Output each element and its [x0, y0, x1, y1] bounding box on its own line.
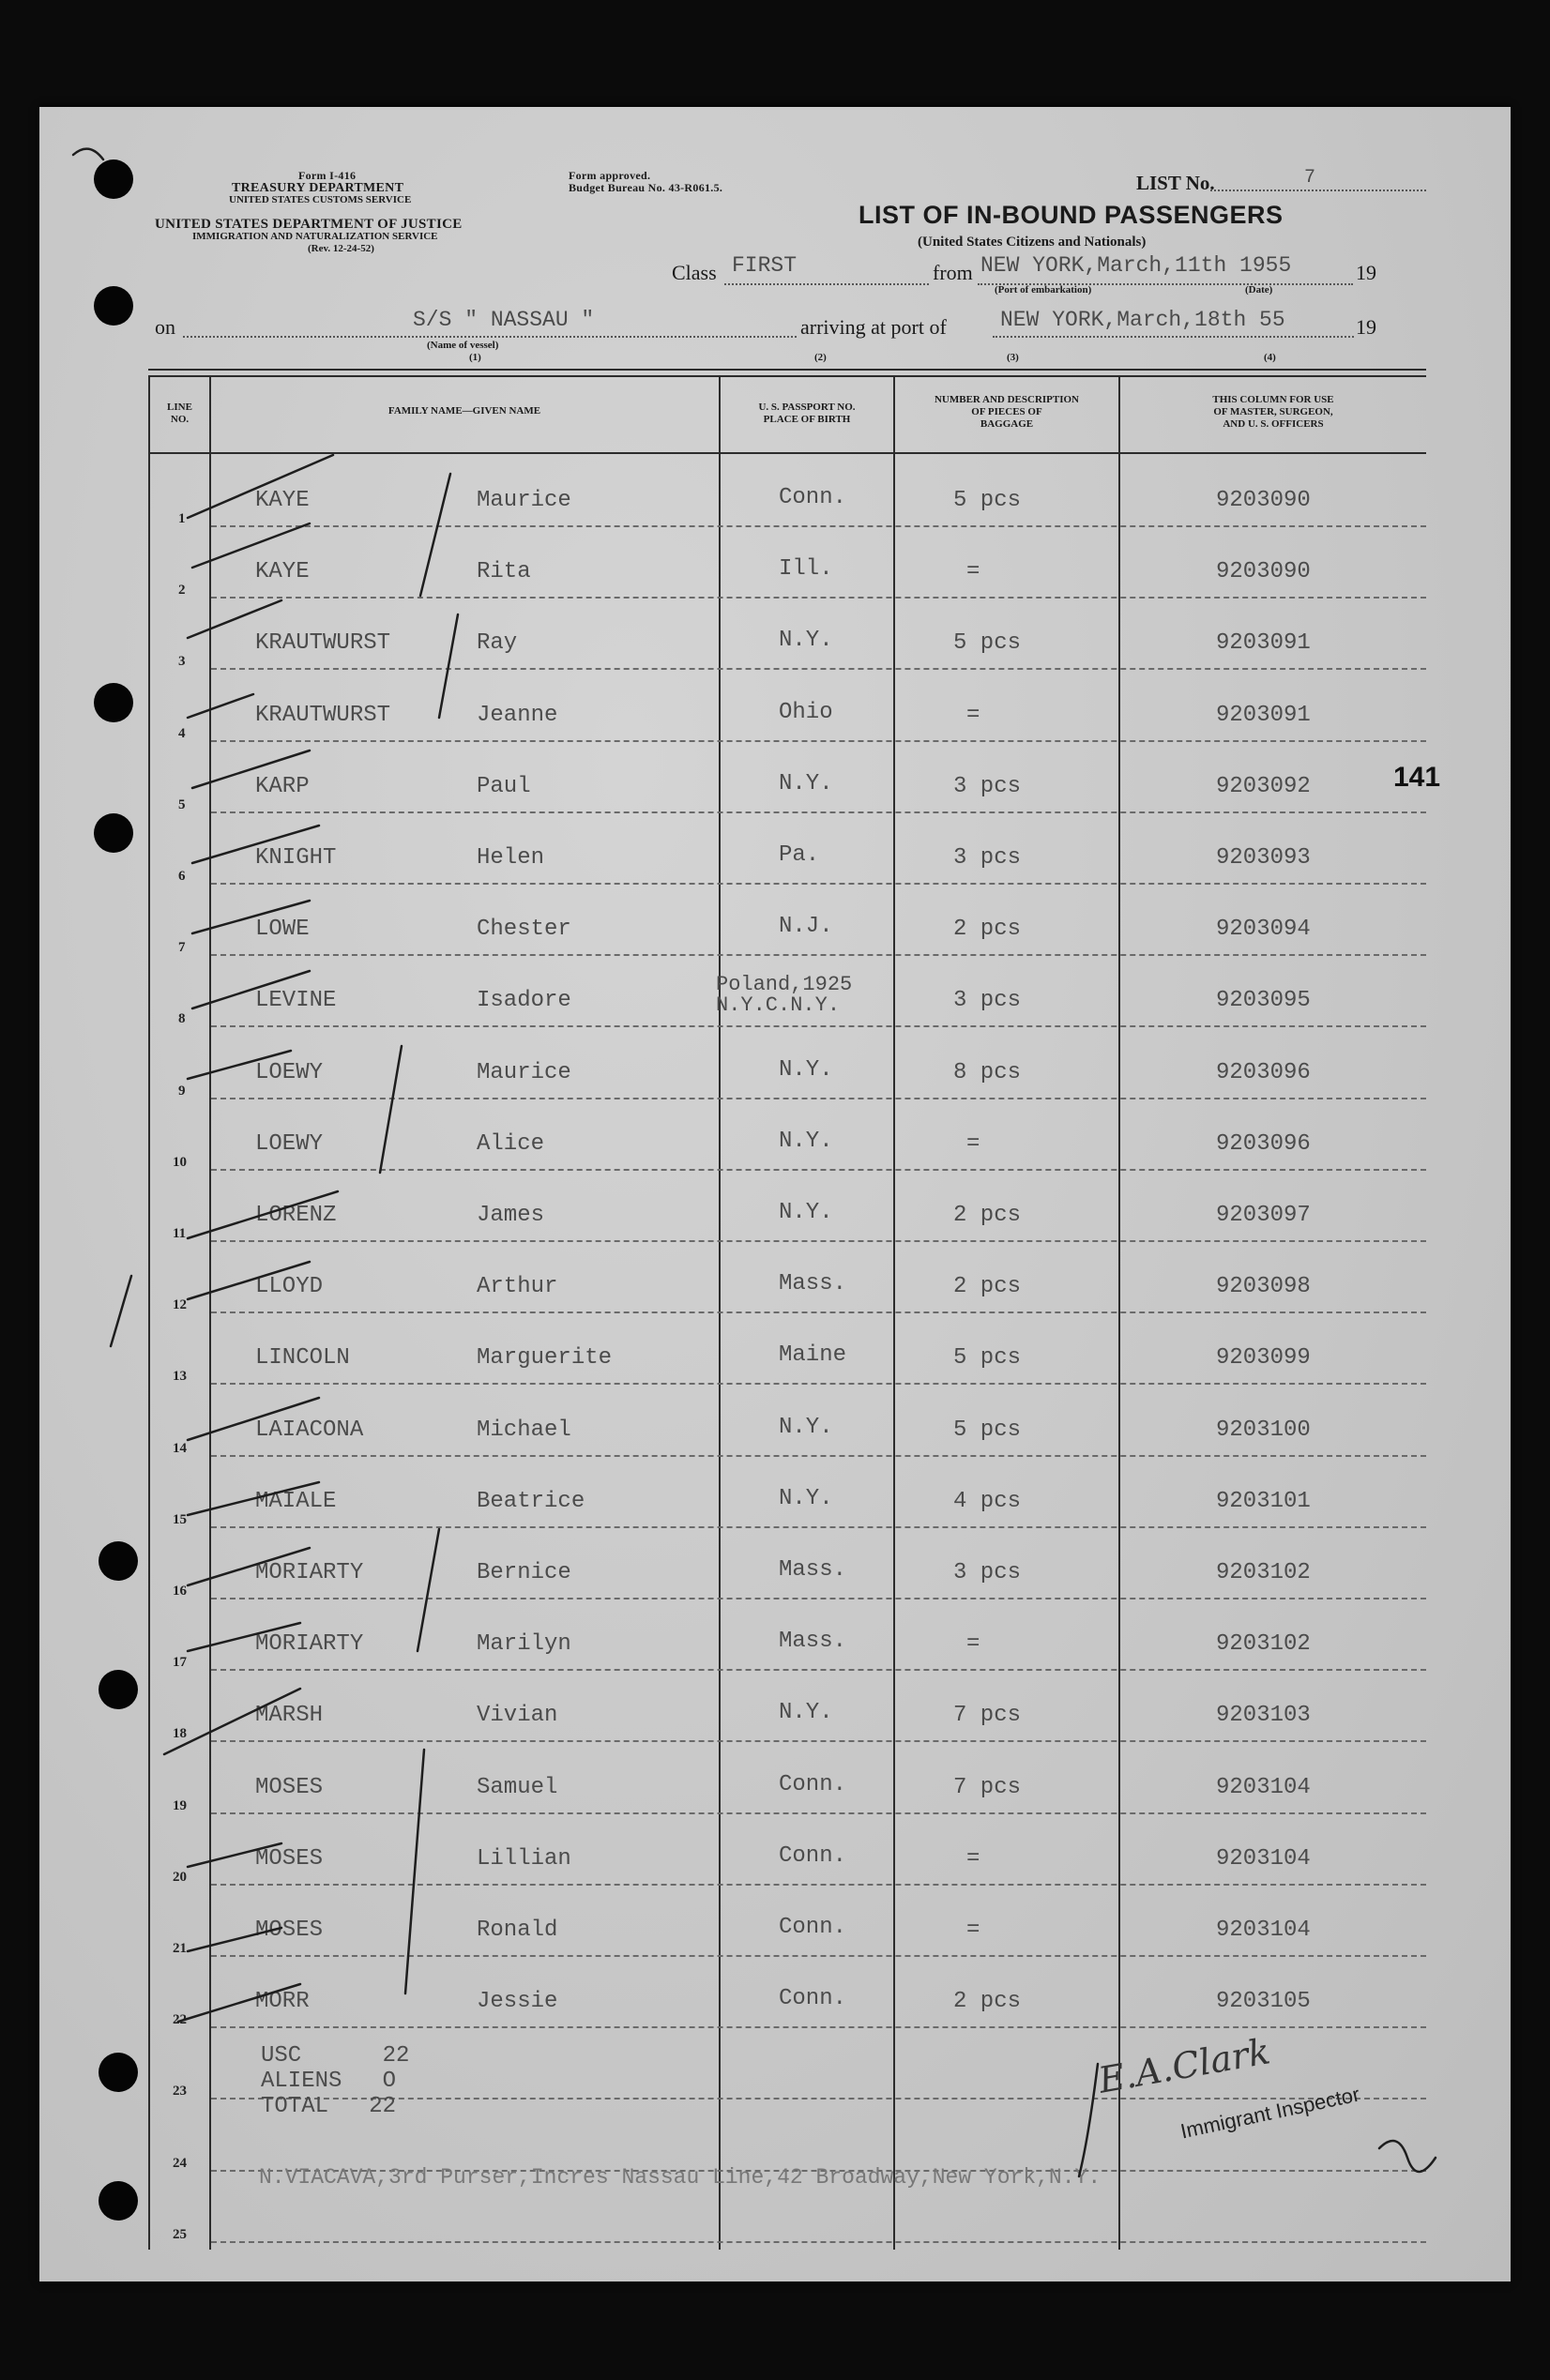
officer-code: 9203100: [1216, 1417, 1311, 1443]
total-total: TOTAL 22: [261, 2094, 397, 2119]
line-number: 24: [173, 2155, 187, 2171]
family-name: KNIGHT: [255, 845, 337, 871]
form-number: Form I-416: [298, 169, 357, 182]
given-name: Isadore: [477, 988, 571, 1014]
officer-code: 9203095: [1216, 988, 1311, 1014]
baggage: =: [966, 1845, 980, 1872]
row-rule: [211, 525, 1426, 527]
punch-hole: [94, 286, 133, 326]
place-of-birth: N.Y.: [779, 1200, 833, 1225]
baggage: 2 pcs: [953, 1989, 1022, 2015]
family-name: KAYE: [255, 488, 310, 513]
line-number: 10: [173, 1154, 187, 1170]
family-name: MORIARTY: [255, 1631, 364, 1658]
row-rule: [211, 1383, 1426, 1385]
given-name: Maurice: [477, 488, 571, 513]
place-of-birth: Mass.: [779, 1271, 847, 1297]
officer-code: 9203098: [1216, 1274, 1311, 1300]
row-rule: [211, 1884, 1426, 1886]
baggage: 5 pcs: [953, 1417, 1022, 1443]
family-name: MARSH: [255, 1703, 324, 1729]
officer-code: 9203094: [1216, 917, 1311, 943]
budget-bureau: Budget Bureau No. 43-R061.5.: [569, 181, 723, 194]
place-of-birth: Ill.: [779, 556, 833, 583]
family-name: MOSES: [255, 1918, 324, 1943]
line-number: 3: [178, 654, 186, 670]
row-rule: [211, 1955, 1426, 1957]
family-name: KAYE: [255, 559, 310, 585]
line-number: 7: [178, 940, 186, 956]
baggage: 5 pcs: [953, 630, 1022, 657]
place-of-birth: N.Y.: [779, 1128, 833, 1154]
baggage: =: [966, 702, 980, 728]
given-name: Paul: [477, 773, 531, 799]
family-name: MOSES: [255, 1774, 324, 1800]
year-19-a: 19: [1356, 261, 1376, 284]
place-of-birth: Poland,1925 N.Y.C.N.Y.: [716, 973, 853, 1018]
place-of-birth: Maine: [779, 1342, 847, 1369]
from-label: from: [933, 261, 973, 284]
officer-code: 9203104: [1216, 1774, 1311, 1800]
purser-line: N.VIACAVA,3rd Purser,Incres Nassau Line,42 Broadway,New York,N.Y.: [259, 2165, 1102, 2190]
treasury-dept: TREASURY DEPARTMENT: [232, 181, 404, 195]
officer-code: 9203093: [1216, 845, 1311, 871]
row-rule: [211, 2241, 1426, 2243]
row-rule: [211, 1812, 1426, 1814]
vessel-name: S/S " NASSAU ": [413, 308, 595, 332]
line-number: 19: [173, 1797, 187, 1813]
given-name: Ronald: [477, 1918, 558, 1943]
punch-hole: [99, 1541, 138, 1581]
given-name: Rita: [477, 559, 531, 585]
on-label: on: [155, 315, 175, 339]
from-value: NEW YORK,March,11th 1955: [980, 253, 1292, 278]
caption-2: (2): [814, 352, 827, 363]
arriving-label: arriving at port of: [800, 315, 947, 339]
baggage: 7 pcs: [953, 1774, 1022, 1800]
caption-1: (1): [469, 352, 481, 363]
row-rule: [211, 954, 1426, 956]
baggage: 8 pcs: [953, 1059, 1022, 1085]
year-19-b: 19: [1356, 315, 1376, 339]
row-rule: [211, 597, 1426, 599]
given-name: Arthur: [477, 1274, 558, 1300]
line-number: 12: [173, 1297, 187, 1313]
line-number: 23: [173, 2084, 187, 2100]
row-rule: [211, 1098, 1426, 1099]
form-title: LIST OF IN-BOUND PASSENGERS: [859, 201, 1284, 229]
list-no-label: LIST No.: [1136, 172, 1215, 194]
class-label: Class: [672, 261, 717, 284]
officer-code: 9203102: [1216, 1560, 1311, 1585]
line-number: 16: [173, 1584, 187, 1599]
form-subtitle: (United States Citizens and Nationals): [918, 235, 1147, 250]
line-number: 15: [173, 1511, 187, 1527]
form-approved: Form approved.: [569, 169, 651, 182]
row-rule: [211, 1669, 1426, 1671]
given-name: Helen: [477, 845, 545, 871]
line-number: 22: [173, 2012, 187, 2028]
list-no-value: 7: [1304, 167, 1316, 189]
row-rule: [211, 1740, 1426, 1742]
officer-code: 9203101: [1216, 1488, 1311, 1514]
place-of-birth: N.Y.: [779, 1414, 833, 1440]
officer-code: 9203099: [1216, 1345, 1311, 1372]
col-baggage: NUMBER AND DESCRIPTION OF PIECES OF BAGGAGE: [934, 394, 1080, 430]
baggage: 5 pcs: [953, 488, 1022, 513]
officer-code: 9203096: [1216, 1059, 1311, 1085]
family-name: MAIALE: [255, 1488, 337, 1514]
family-name: LOEWY: [255, 1059, 324, 1085]
col-passport: U. S. PASSPORT NO. PLACE OF BIRTH: [758, 402, 856, 425]
family-name: LAIACONA: [255, 1417, 364, 1443]
punch-hole: [94, 683, 133, 722]
family-name: LINCOLN: [255, 1345, 350, 1372]
baggage: =: [966, 1918, 980, 1943]
family-name: LEVINE: [255, 988, 337, 1014]
row-rule: [211, 883, 1426, 885]
place-of-birth: Mass.: [779, 1629, 847, 1655]
line-number: 11: [173, 1226, 187, 1241]
punch-hole: [99, 2053, 138, 2092]
place-of-birth: N.Y.: [779, 1056, 833, 1083]
row-rule: [211, 740, 1426, 742]
baggage: 3 pcs: [953, 773, 1022, 799]
line-number: 18: [173, 1726, 187, 1742]
col-officers: THIS COLUMN FOR USE OF MASTER, SURGEON, AND U. S. OFFICERS: [1212, 394, 1334, 430]
family-name: KRAUTWURST: [255, 630, 391, 657]
line-number: 5: [178, 796, 186, 812]
given-name: Michael: [477, 1417, 571, 1443]
family-name: KARP: [255, 773, 310, 799]
revision: (Rev. 12-24-52): [308, 243, 374, 254]
line-number: 2: [178, 583, 186, 599]
officer-code: 9203091: [1216, 630, 1311, 657]
class-value: FIRST: [732, 253, 798, 278]
baggage: 2 pcs: [953, 917, 1022, 943]
place-of-birth: Conn.: [779, 1771, 847, 1797]
given-name: Bernice: [477, 1560, 571, 1585]
baggage: =: [966, 559, 980, 585]
customs-service: UNITED STATES CUSTOMS SERVICE: [229, 194, 412, 205]
family-name: MORR: [255, 1989, 310, 2015]
date-caption: (Date): [1245, 284, 1273, 296]
line-number: 9: [178, 1083, 186, 1099]
caption-3: (3): [1007, 352, 1019, 363]
family-name: MOSES: [255, 1845, 324, 1872]
officer-code: 9203105: [1216, 1989, 1311, 2015]
place-of-birth: Mass.: [779, 1557, 847, 1583]
caption-4: (4): [1264, 352, 1276, 363]
arriving-value: NEW YORK,March,18th 55: [1000, 308, 1285, 332]
place-of-birth: Conn.: [779, 1842, 847, 1869]
row-rule: [211, 668, 1426, 670]
row-rule: [211, 811, 1426, 813]
punch-hole: [94, 159, 133, 199]
row-rule: [211, 1025, 1426, 1027]
punch-hole: [94, 813, 133, 853]
family-name: KRAUTWURST: [255, 702, 391, 728]
baggage: 7 pcs: [953, 1703, 1022, 1729]
given-name: Jessie: [477, 1989, 558, 2015]
place-of-birth: Pa.: [779, 842, 820, 868]
baggage: 4 pcs: [953, 1488, 1022, 1514]
row-rule: [211, 1240, 1426, 1242]
line-number: 17: [173, 1655, 187, 1671]
port-embark-caption: (Port of embarkation): [995, 284, 1092, 296]
given-name: Chester: [477, 917, 571, 943]
line-number: 13: [173, 1369, 187, 1385]
given-name: Marguerite: [477, 1345, 613, 1372]
row-rule: [211, 1169, 1426, 1171]
given-name: Maurice: [477, 1059, 571, 1085]
officer-code: 9203097: [1216, 1203, 1311, 1228]
given-name: Lillian: [477, 1845, 571, 1872]
col-name: FAMILY NAME—GIVEN NAME: [388, 405, 541, 417]
officer-code: 9203096: [1216, 1130, 1311, 1157]
punch-hole: [99, 2181, 138, 2221]
officer-code: 9203104: [1216, 1845, 1311, 1872]
baggage: =: [966, 1130, 980, 1157]
place-of-birth: N.Y.: [779, 1485, 833, 1511]
given-name: Ray: [477, 630, 518, 657]
officer-code: 9203090: [1216, 488, 1311, 513]
line-number: 4: [178, 725, 186, 741]
justice-dept: UNITED STATES DEPARTMENT OF JUSTICE: [155, 217, 463, 232]
col-line-no: LINE NO.: [167, 402, 192, 425]
given-name: Marilyn: [477, 1631, 571, 1658]
line-number: 8: [178, 1011, 186, 1027]
family-name: LOWE: [255, 917, 310, 943]
row-rule: [211, 1311, 1426, 1313]
officer-code: 9203103: [1216, 1703, 1311, 1729]
baggage: 2 pcs: [953, 1203, 1022, 1228]
family-name: LORENZ: [255, 1203, 337, 1228]
line-number: 6: [178, 869, 186, 884]
given-name: James: [477, 1203, 545, 1228]
ins-service: IMMIGRATION AND NATURALIZATION SERVICE: [192, 231, 438, 242]
officer-code: 9203090: [1216, 559, 1311, 585]
inspector-stamp: Immigrant Inspector: [1178, 2082, 1362, 2144]
family-name: LOEWY: [255, 1130, 324, 1157]
line-number: 21: [173, 1941, 187, 1956]
baggage: 3 pcs: [953, 845, 1022, 871]
baggage: 5 pcs: [953, 1345, 1022, 1372]
margin-number: 141: [1393, 762, 1441, 793]
punch-hole: [99, 1670, 138, 1709]
row-rule: [211, 1598, 1426, 1599]
inspector-signature: E.A.Clark: [1095, 2030, 1273, 2101]
given-name: Vivian: [477, 1703, 558, 1729]
officer-code: 9203104: [1216, 1918, 1311, 1943]
place-of-birth: Conn.: [779, 1986, 847, 2012]
baggage: 3 pcs: [953, 988, 1022, 1014]
officer-code: 9203092: [1216, 773, 1311, 799]
total-usc: USC 22: [261, 2043, 410, 2069]
baggage: 3 pcs: [953, 1560, 1022, 1585]
place-of-birth: Conn.: [779, 1915, 847, 1940]
family-name: LLOYD: [255, 1274, 324, 1300]
officer-code: 9203091: [1216, 702, 1311, 728]
total-aliens: ALIENS O: [261, 2069, 397, 2094]
baggage: 2 pcs: [953, 1274, 1022, 1300]
officer-code: 9203102: [1216, 1631, 1311, 1658]
row-rule: [211, 2026, 1426, 2028]
family-name: MORIARTY: [255, 1560, 364, 1585]
row-rule: [211, 1455, 1426, 1457]
line-number: 25: [173, 2226, 187, 2242]
line-number: 14: [173, 1440, 187, 1456]
place-of-birth: Ohio: [779, 699, 833, 725]
given-name: Alice: [477, 1130, 545, 1157]
given-name: Samuel: [477, 1774, 558, 1800]
vessel-caption: (Name of vessel): [427, 340, 499, 351]
place-of-birth: N.Y.: [779, 1700, 833, 1726]
line-number: 20: [173, 1869, 187, 1885]
row-rule: [211, 1526, 1426, 1528]
place-of-birth: Conn.: [779, 485, 847, 510]
given-name: Jeanne: [477, 702, 558, 728]
baggage: =: [966, 1631, 980, 1658]
given-name: Beatrice: [477, 1488, 585, 1514]
place-of-birth: N.Y.: [779, 628, 833, 654]
place-of-birth: N.J.: [779, 914, 833, 940]
place-of-birth: N.Y.: [779, 770, 833, 796]
line-number: 1: [178, 511, 186, 526]
